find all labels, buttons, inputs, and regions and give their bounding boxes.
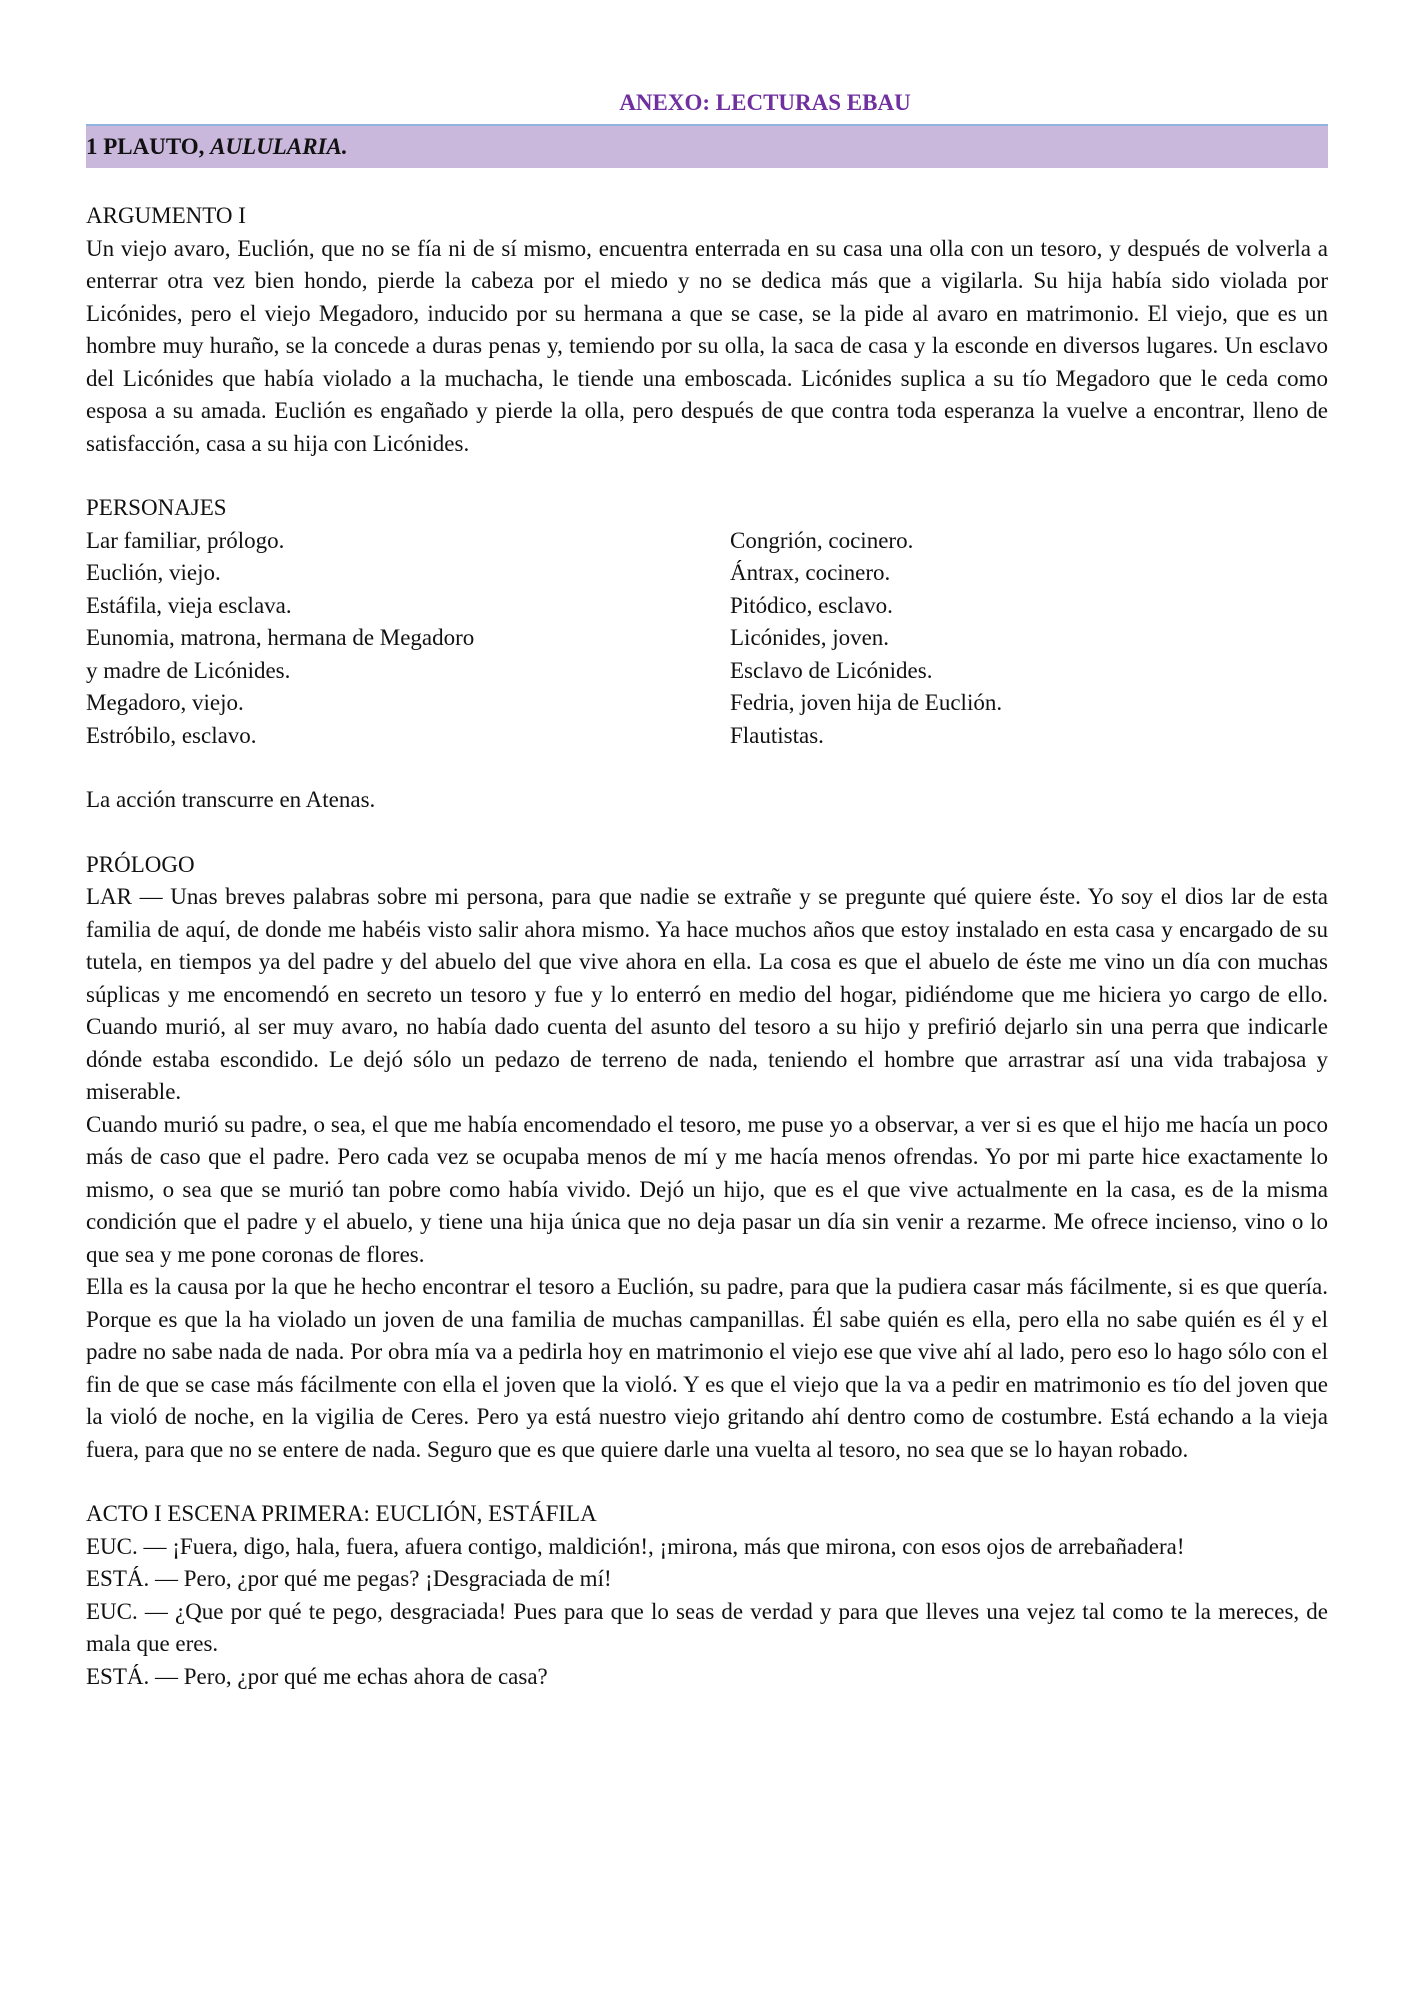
prologue-paragraph: Ella es la causa por la que he hecho encontrar el tesoro a Euclión, su padre, para que la pudiera casar más fácilmente, si es que quería. Porque es que la ha violado un joven de una familia de muchas campanillas. Él sabe quién es ella, pero ella no sabe quién es él y el padre no sabe nada de nada. Por obra mía va a pedirla hoy en matrimonio el viejo ese que vive ahí al lado, pero eso lo hago sólo con el fin de que se case más fácilmente con ella el joven que la violó. Y es que el viejo que la va a pedir en matrimonio es tío del joven que la violó de noche, en la vigilia de Ceres. Pero ya está nuestro viejo gritando ahí dentro como de costumbre. Está echando a la vieja fuera, para que no se entere de nada. Seguro que es que quiere darle una vuelta al tesoro, no sea que se lo hayan robado. [86,1274,1328,1462]
character-item: Ántrax, cocinero. [730,560,891,585]
prologue-paragraph: Cuando murió su padre, o sea, el que me había encomendado el tesoro, me puse yo a observar, a ver si es que el hijo me hacía un poco más de caso que el padre. Pero cada vez se ocupaba menos de mí y me hacía menos ofrendas. Yo por mi parte hice exactamente lo mismo, o sea que se murió tan pobre como había vivido. Dejó un hijo, que es el que vive actualmente en la casa, es de la misma condición que el padre y el abuelo, y tiene una hija única que no deja pasar un día sin venir a rezarme. Me ofrece incienso, vino o lo que sea y me pone coronas de flores. [86,1111,1328,1267]
characters-columns [86,525,1328,753]
act1-heading: ACTO I ESCENA PRIMERA: EUCLIÓN, ESTÁFILA [86,1501,597,1526]
character-item: Pitódico, esclavo. [730,592,893,618]
character-item: Flautistas. [730,722,824,748]
prologue-section [86,849,1328,1467]
section-header [86,124,1328,168]
character-item: Esclavo de Licónides. [730,657,933,683]
character-item: Fedria, joven hija de Euclión. [730,690,1003,715]
characters-section [86,492,1328,752]
characters-right-column [730,525,1328,753]
argument-text: Un viejo avaro, Euclión, que no se fía ni de sí mismo, encuentra enterrada en su casa una olla con un tesoro, y después de volverla a enterrar otra vez bien hondo, pierde la cabeza por el miedo y no se dedica más que a vigilarla. Su hija había sido violada por Licónides, pero el viejo Megadoro, inducido por su hermana a que se case, se la pide al avaro en matrimonio. El viejo, que es un hombre muy huraño, se la concede a duras penas y, temiendo por su olla, la saca de casa y la esconde en diversos lugares. Un esclavo del Licónides que había violado a la muchacha, le tiende una emboscada. Licónides suplica a su tío Megadoro que le ceda como esposa a su amada. Euclión es engañado y pierde la olla, pero después de que contra toda esperanza la vuelve a encontrar, lleno de satisfacción, casa a su hija con Licónides. [86,235,1328,456]
argument-section [86,200,1328,460]
character-item: Lar familiar, prólogo. [86,527,285,553]
character-item: Megadoro, viejo. [86,690,244,715]
character-item: Licónides, joven. [730,625,890,650]
setting-text: La acción transcurre en Atenas. [86,787,376,812]
characters-left-column [86,525,730,753]
character-item: Congrión, cocinero. [730,527,914,553]
characters-heading: PERSONAJES [86,495,227,520]
character-item: Eunomia, matrona, hermana de Megadoro [86,625,475,650]
dialogue-line: ESTÁ. — Pero, ¿por qué me pegas? ¡Desgraciada de mí! [86,1566,612,1591]
argument-heading: ARGUMENTO I [86,203,246,228]
character-item: Estróbilo, esclavo. [86,722,257,748]
character-item: Euclión, viejo. [86,560,221,585]
act1-section [86,1498,1328,1693]
character-item: Estáfila, vieja esclava. [86,592,292,618]
dialogue-line: EUC. — ¡Fuera, digo, hala, fuera, afuera contigo, maldición!, ¡mirona, más que mirona, con esos ojos de arrebañadera! [86,1533,1185,1559]
section-work-title: AULULARIA. [210,134,348,159]
prologue-heading: PRÓLOGO [86,851,195,877]
character-item: y madre de Licónides. [86,657,291,683]
prologue-paragraph: LAR — Unas breves palabras sobre mi persona, para que nadie se extrañe y se pregunte qué quiere éste. Yo soy el dios lar de esta familia de aquí, de donde me habéis visto salir ahora mismo. Ya hace muchos años que estoy instalado en esta casa y encargado de su tutela, en tiempos ya del padre y del abuelo del que vive ahora en ella. La cosa es que el abuelo de éste me vino un día con muchas súplicas y me encomendó en secreto un tesoro y fue y lo enterró en medio del hogar, pidiéndome que me hiciera yo cargo de ello. Cuando murió, al ser muy avaro, no había dado cuenta del asunto del tesoro a su hijo y prefirió dejarlo sin una perra que indicarle dónde estaba escondido. Le dejó sólo un pedazo de terreno de nada, teniendo el hombre que arrastrar así una vida trabajosa y miserable. [86,884,1328,1104]
annex-title: ANEXO: LECTURAS EBAU [619,90,911,115]
section-author: 1 PLAUTO, [86,134,211,159]
dialogue-line: EUC. — ¿Que por qué te pego, desgraciada! Pues para que lo seas de verdad y para que lleves una vejez tal como te la mereces, de mala que eres. [86,1598,1328,1656]
setting-section [86,784,1328,817]
dialogue-line: ESTÁ. — Pero, ¿por qué me echas ahora de casa? [86,1663,548,1689]
